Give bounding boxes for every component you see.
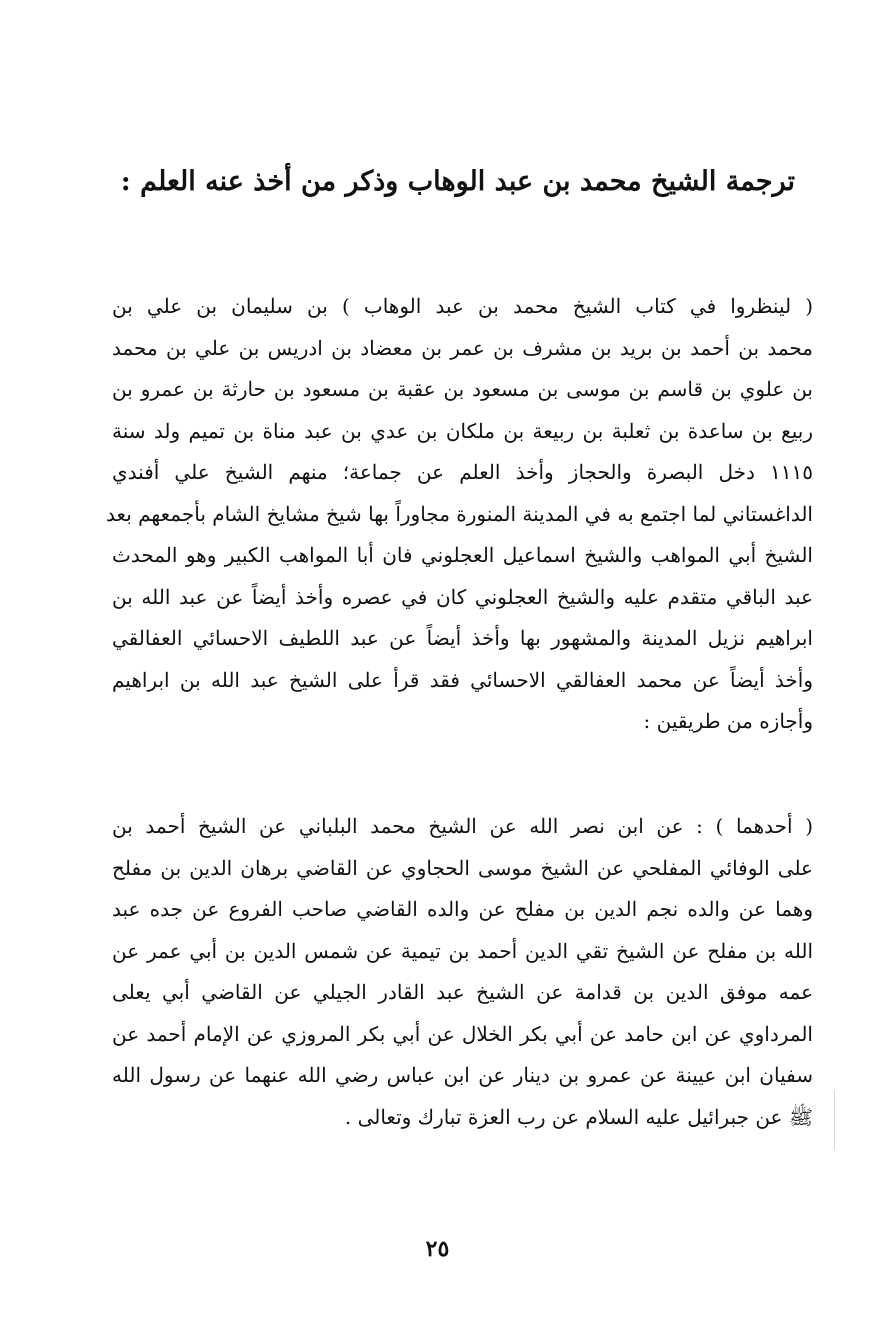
text-line: عبد الباقي متقدم عليه والشيخ العجلوني كان في عصره وأخذ أيضاً عن عبد الله بن	[112, 584, 813, 609]
text-line: عمه موفق الدين بن قدامة عن الشيخ عبد القادر الجيلي عن القاضي أبي يعلى	[112, 980, 813, 1004]
text-line: ( لينظروا في كتاب الشيخ محمد بن عبد الوهاب ) بن سليمان بن علي بن	[112, 294, 813, 318]
text-line: بن علوي بن قاسم بن موسى بن مسعود بن عقبة بن مسعود بن حارثة بن عمرو بن	[112, 377, 813, 401]
text-line: وأخذ أيضاً عن محمد العفالقي الاحسائي فقد قرأ على الشيخ عبد الله بن ابراهيم	[112, 667, 813, 692]
text-line: ( أحدهما ) : عن ابن نصر الله عن الشيخ محمد البلباني عن الشيخ أحمد بن	[112, 814, 813, 838]
paragraph-chain-of-narration	[112, 806, 813, 1138]
text-line: المرداوي عن ابن حامد عن أبي بكر الخلال عن أبي بكر المروزي عن الإمام أحمد عن	[112, 1021, 813, 1046]
text-line: الشيخ أبي المواهب والشيخ اسماعيل العجلوني فان أبا المواهب الكبير وهو المحدث	[112, 543, 813, 567]
margin-mark	[834, 1090, 835, 1150]
text-line: ربيع بن ساعدة بن ثعلبة بن ربيعة بن ملكان بن عدي بن عبد مناة بن تميم ولد سنة	[112, 418, 813, 443]
page-number: ٢٥	[425, 1236, 450, 1262]
chapter-heading: ترجمة الشيخ محمد بن عبد الوهاب وذكر من أخذ عنه العلم :	[120, 166, 795, 197]
paragraph-biography	[106, 286, 813, 743]
text-line: الداغستاني لما اجتمع به في المدينة المنورة مجاوراً بها شيخ مشايخ الشام بأجمعهم بعد	[106, 501, 813, 526]
text-line: محمد بن أحمد بن بريد بن مشرف بن عمر بن معضاد بن ادريس بن علي بن محمد	[112, 335, 813, 360]
text-line: على الوفائي المفلحي عن الشيخ موسى الحجاوي عن القاضي برهان الدين بن مفلح	[112, 855, 813, 880]
text-line: الله بن مفلح عن الشيخ تقي الدين أحمد بن تيمية عن شمس الدين بن أبي عمر عن	[112, 938, 813, 963]
text-line: وهما عن والده نجم الدين بن مفلح عن والده القاضي صاحب الفروع عن جده عبد	[112, 897, 813, 921]
text-line: سفيان ابن عيينة عن عمرو بن دينار عن ابن عباس رضي الله عنهما عن رسول الله	[112, 1063, 813, 1087]
text-line: ﷺ عن جبرائيل عليه السلام عن رب العزة تبارك وتعالى .	[344, 1104, 813, 1129]
text-line: وأجازه من طريقين :	[643, 709, 813, 733]
text-line: ابراهيم نزيل المدينة والمشهور بها وأخذ أيضاً عن عبد اللطيف الاحسائي العفالقي	[112, 626, 813, 650]
text-line: ١١١٥ دخل البصرة والحجاز وأخذ العلم عن جماعة؛ منهم الشيخ علي أفندي	[112, 460, 813, 484]
